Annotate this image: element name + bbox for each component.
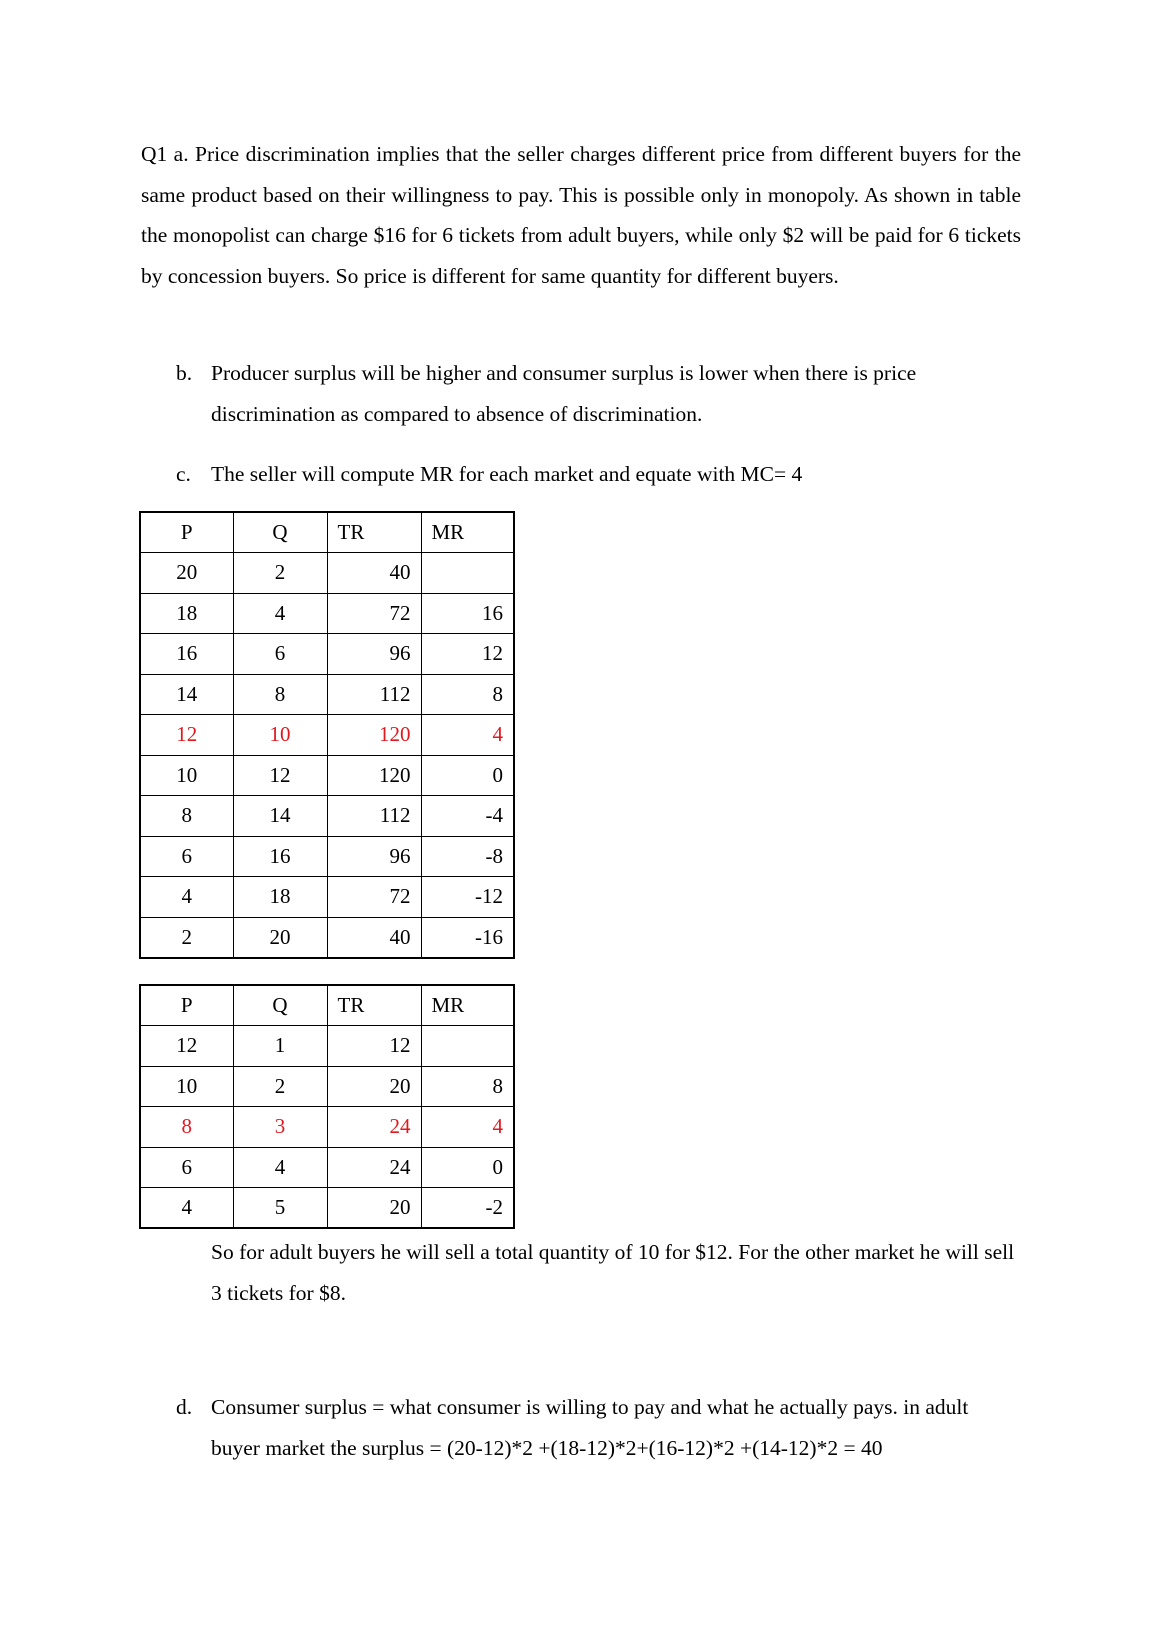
list-marker-b: b. bbox=[176, 361, 193, 385]
cell-q: 6 bbox=[233, 634, 327, 675]
table-header-row bbox=[140, 512, 514, 553]
cell-p: 4 bbox=[140, 877, 233, 918]
cell-mr: -4 bbox=[421, 796, 514, 837]
cell-q: 4 bbox=[233, 1147, 327, 1188]
cell-mr bbox=[421, 553, 514, 594]
header-cell-mr: MR bbox=[421, 512, 514, 553]
cell-mr: 4 bbox=[421, 715, 514, 756]
cell-q: 2 bbox=[233, 1066, 327, 1107]
cell-tr: 20 bbox=[327, 1188, 421, 1229]
cell-p: 2 bbox=[140, 917, 233, 958]
cell-q: 14 bbox=[233, 796, 327, 837]
cell-tr: 40 bbox=[327, 917, 421, 958]
cell-tr: 120 bbox=[327, 755, 421, 796]
cell-p: 18 bbox=[140, 593, 233, 634]
cell-p: 12 bbox=[140, 715, 233, 756]
cell-mr: 0 bbox=[421, 755, 514, 796]
cell-q: 4 bbox=[233, 593, 327, 634]
cell-tr: 96 bbox=[327, 836, 421, 877]
cell-p: 4 bbox=[140, 1188, 233, 1229]
cell-q: 12 bbox=[233, 755, 327, 796]
cell-mr: 8 bbox=[421, 674, 514, 715]
cell-q: 2 bbox=[233, 553, 327, 594]
table-row bbox=[140, 1066, 514, 1107]
cell-tr: 96 bbox=[327, 634, 421, 675]
cell-tr: 120 bbox=[327, 715, 421, 756]
cell-mr: 12 bbox=[421, 634, 514, 675]
header-cell-q: Q bbox=[233, 985, 327, 1026]
cell-mr: 4 bbox=[421, 1107, 514, 1148]
cell-p: 10 bbox=[140, 755, 233, 796]
list-text-c: The seller will compute MR for each market and equate with MC= 4 bbox=[211, 462, 803, 486]
header-cell-p: P bbox=[140, 512, 233, 553]
cell-mr: 8 bbox=[421, 1066, 514, 1107]
cell-q: 20 bbox=[233, 917, 327, 958]
cell-q: 18 bbox=[233, 877, 327, 918]
cell-p: 12 bbox=[140, 1026, 233, 1067]
cell-tr: 72 bbox=[327, 877, 421, 918]
table-row bbox=[140, 593, 514, 634]
followup-paragraph: So for adult buyers he will sell a total quantity of 10 for $12. For the other market he will sell 3 tickets for $8. bbox=[211, 1240, 1015, 1305]
q1a-paragraph: Q1 a. Price discrimination implies that the seller charges different price from different buyers for the same product based on their willingness to pay. This is possible only in monopoly. As shown in table the monopolist can charge $16 for 6 tickets from adult buyers, while only $2 will be paid for 6 tickets by concession buyers. So price is different for same quantity for different buyers. bbox=[141, 142, 1021, 288]
table-row bbox=[140, 634, 514, 675]
cell-tr: 12 bbox=[327, 1026, 421, 1067]
cell-p: 6 bbox=[140, 1147, 233, 1188]
header-cell-q: Q bbox=[233, 512, 327, 553]
cell-mr: -2 bbox=[421, 1188, 514, 1229]
table-row bbox=[140, 755, 514, 796]
table-row bbox=[140, 836, 514, 877]
cell-tr: 40 bbox=[327, 553, 421, 594]
cell-mr: 0 bbox=[421, 1147, 514, 1188]
table-row bbox=[140, 1147, 514, 1188]
cell-q: 16 bbox=[233, 836, 327, 877]
table-header-row bbox=[140, 985, 514, 1026]
cell-p: 6 bbox=[140, 836, 233, 877]
list-marker-d: d. bbox=[176, 1395, 193, 1419]
concession-market-table bbox=[139, 984, 515, 1229]
cell-mr: -12 bbox=[421, 877, 514, 918]
cell-tr: 20 bbox=[327, 1066, 421, 1107]
table-row bbox=[140, 796, 514, 837]
table-row bbox=[140, 1188, 514, 1229]
cell-q: 3 bbox=[233, 1107, 327, 1148]
cell-tr: 24 bbox=[327, 1147, 421, 1188]
cell-tr: 112 bbox=[327, 674, 421, 715]
cell-q: 5 bbox=[233, 1188, 327, 1229]
table-row bbox=[140, 1026, 514, 1067]
header-cell-tr: TR bbox=[327, 512, 421, 553]
cell-p: 20 bbox=[140, 553, 233, 594]
table-row-highlighted bbox=[140, 715, 514, 756]
cell-mr: 16 bbox=[421, 593, 514, 634]
table-row bbox=[140, 917, 514, 958]
table-row bbox=[140, 553, 514, 594]
cell-p: 16 bbox=[140, 634, 233, 675]
cell-tr: 112 bbox=[327, 796, 421, 837]
header-cell-p: P bbox=[140, 985, 233, 1026]
header-cell-mr: MR bbox=[421, 985, 514, 1026]
table-row-highlighted bbox=[140, 1107, 514, 1148]
cell-mr bbox=[421, 1026, 514, 1067]
cell-tr: 24 bbox=[327, 1107, 421, 1148]
cell-p: 8 bbox=[140, 1107, 233, 1148]
cell-p: 10 bbox=[140, 1066, 233, 1107]
cell-p: 14 bbox=[140, 674, 233, 715]
cell-p: 8 bbox=[140, 796, 233, 837]
list-text-d: Consumer surplus = what consumer is willing to pay and what he actually pays. in adult buyer market the surplus = (20-12)*2 +(18-12)*2+(16-12)*2 +(14-12)*2 = 40 bbox=[211, 1395, 969, 1460]
cell-q: 10 bbox=[233, 715, 327, 756]
header-cell-tr: TR bbox=[327, 985, 421, 1026]
list-text-b: Producer surplus will be higher and consumer surplus is lower when there is price discrimination as compared to absence of discrimination. bbox=[211, 361, 917, 426]
cell-mr: -16 bbox=[421, 917, 514, 958]
cell-tr: 72 bbox=[327, 593, 421, 634]
table-row bbox=[140, 674, 514, 715]
cell-q: 8 bbox=[233, 674, 327, 715]
cell-mr: -8 bbox=[421, 836, 514, 877]
adult-market-table bbox=[139, 511, 515, 959]
table-row bbox=[140, 877, 514, 918]
list-marker-c: c. bbox=[176, 462, 191, 486]
cell-q: 1 bbox=[233, 1026, 327, 1067]
